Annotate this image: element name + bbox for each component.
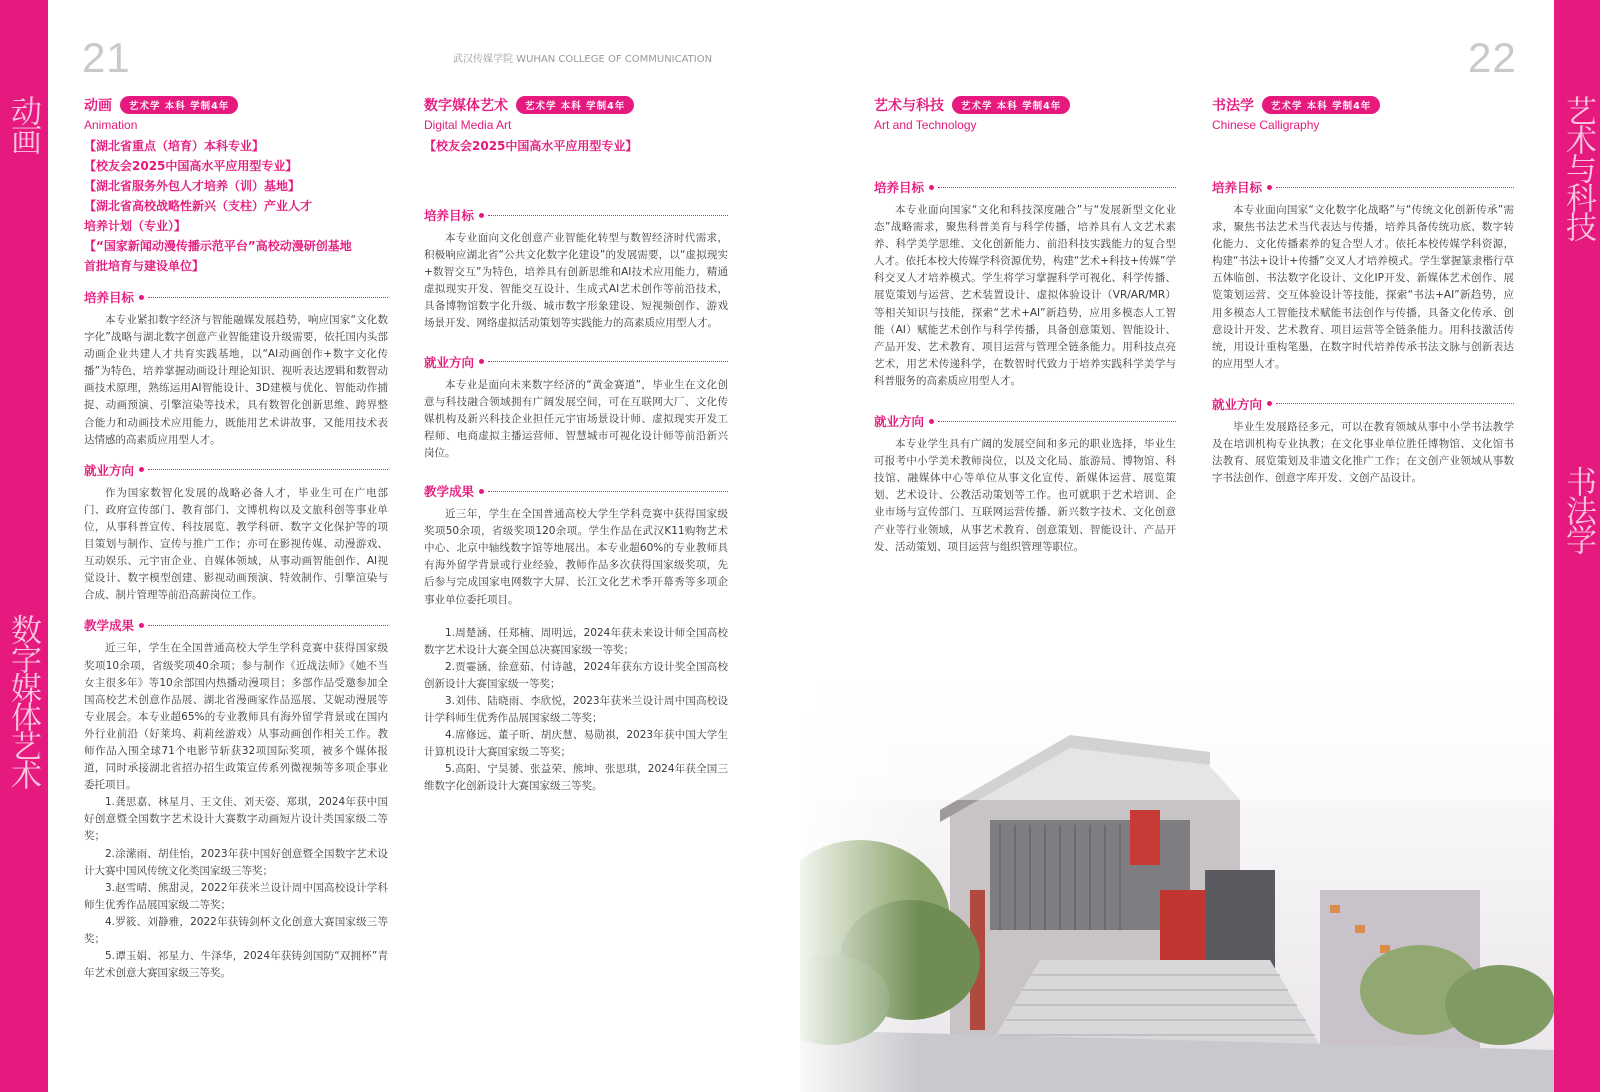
major-english-title: Digital Media Art xyxy=(424,118,512,132)
dotted-divider xyxy=(1276,187,1514,188)
award-item: 5.谭玉娟、祁星力、牛泽华，2024年获铸剑国防“双拥杯”青年艺术创意大赛国家级三等奖。 xyxy=(84,950,388,980)
honor-item: 培养计划（专业）】 xyxy=(84,219,187,233)
award-item: 3.赵雪晴、熊甜灵，2022年获米兰设计周中国高校设计学科师生优秀作品展国家级二等奖； xyxy=(84,881,388,911)
results-paragraph: 近三年，学生在全国普通高校大学生学科竞赛中获得国家级奖项10余项，省级奖项40余项；参与制作《近战法师》《她不当女主很多年》等10余部国内热播动漫项目；多部作品受邀参加全国高校艺术创意作品展、湖北省漫画家作品巡展、艾妮动漫展等专业展会。本专业超65%的专业教师具有海外留学背景或在国内外行业前沿（好莱坞、莉莉丝游戏）从事动画创作相关工作。教师作品入围全球71个电影节斩获32项国际奖项，被多个媒体报道，同时承接湖北省招办招生政策宣传系列微视频等多项企事业委托项目。 xyxy=(84,642,388,792)
award-item: 2.贾霎涵、徐意茹、付诗越，2024年获东方设计奖全国高校创新设计大赛国家级一等奖； xyxy=(424,660,728,690)
honor-item: 【校友会2025中国高水平应用型专业】 xyxy=(424,139,638,153)
bullet-dot-icon xyxy=(139,295,144,300)
dotted-divider xyxy=(148,297,388,298)
award-item: 4.席修远、董子昕、胡庆慧、易勋祺，2023年获中国大学生计算机设计大赛国家级二等奖； xyxy=(424,729,728,759)
bullet-dot-icon xyxy=(479,359,484,364)
dotted-divider xyxy=(938,187,1176,188)
section-heading-job xyxy=(84,461,388,479)
side-label-calligraphy: 书法学 xyxy=(1560,466,1596,553)
goal-paragraph: 本专业面向国家“文化数字化战略”与“传统文化创新传承”需求，聚焦书法艺术当代表达与传播，培养具备传统功底、数字转化能力、文化传播素养的复合型人才。依托本校传媒学科资源，构建“书法+设计+传播”交叉人才培养模式。学生掌握篆隶楷行草五体临创、书法数字化设计、文化IP开发、新媒体艺术创作、展览策划运营、交互体验设计等技能，探索“书法+AI”新趋势，应用多模态人工智能技术赋能书法创作与传播，具备文化传承、创意设计开发、艺术教育、项目运营等全链条能力。用科技激活传统，用设计重构笔墨，在数字时代培养传承书法文脉与创新表达的应用型人才。 xyxy=(1212,204,1514,370)
job-paragraph: 本专业学生具有广阔的发展空间和多元的职业选择，毕业生可报考中小学美术教师岗位，以及文化局、旅游局、博物馆、科技馆、融媒体中心等单位从事文化宣传、新媒体运营、展览策划、艺术设计、公教活动策划等工作。也可就职于艺术培训、企业市场与宣传部门、互联网运营传播、新兴数字技术、文化创意产业等行业领域，从事艺术教育、创意策划、智能设计、产品开发、活动策划、项目运营与组织管理等职位。 xyxy=(874,438,1176,553)
bullet-dot-icon xyxy=(139,623,144,628)
dotted-divider xyxy=(938,421,1176,422)
section-title: 就业方向 xyxy=(1212,396,1263,412)
column-digital-media-art xyxy=(424,95,728,796)
major-badge: 艺术学 本科 学制4年 xyxy=(952,96,1070,114)
award-item: 2.涂潆雨、胡佳怡，2023年获中国好创意暨全国数字艺术设计大赛中国风传统文化类国家级三等奖； xyxy=(84,847,388,877)
honor-item: 【校友会2025中国高水平应用型专业】 xyxy=(84,159,298,173)
bullet-dot-icon xyxy=(929,185,934,190)
honor-item: 【湖北省高校战略性新兴（支柱）产业人才 xyxy=(84,199,313,213)
major-title: 动画 xyxy=(84,98,112,114)
award-item: 1.龚思嘉、林星月、王文佳、刘天姿、郑琪，2024年获中国好创意暨全国数字艺术设计大赛数字动画短片设计类国家级二等奖； xyxy=(84,796,388,843)
dotted-divider xyxy=(488,215,728,216)
section-title: 培养目标 xyxy=(84,290,135,305)
campus-building-illustration xyxy=(800,660,1554,1092)
major-english-title: Chinese Calligraphy xyxy=(1212,118,1320,132)
honor-list xyxy=(84,136,388,276)
bullet-dot-icon xyxy=(479,213,484,218)
bullet-dot-icon xyxy=(479,489,484,494)
dotted-divider xyxy=(488,491,728,492)
page-number-left: 21 xyxy=(82,34,131,81)
major-badge: 艺术学 本科 学制4年 xyxy=(1262,96,1380,114)
side-label-animation: 动画 xyxy=(5,95,41,153)
major-title: 数字媒体艺术 xyxy=(424,98,508,114)
results-paragraph: 近三年，学生在全国普通高校大学生学科竞赛中获得国家级奖项50余项，省级奖项120余项。学生作品在武汉K11购物艺术中心、北京中轴线数字馆等地展出。本专业超60%的专业教师具有海外留学背景或行业经验，教师作品多次获得国家级奖项，先后参与完成国家电网数字大屏、长江文化艺术季开幕秀等多项企事业单位委托项目。 xyxy=(424,508,728,606)
section-title: 教学成果 xyxy=(84,618,135,634)
honor-list xyxy=(424,136,728,156)
award-item: 3.刘伟、陆晓雨、李欣悦，2023年获米兰设计周中国高校设计学科师生优秀作品展国家级二等奖； xyxy=(424,694,728,725)
campus-building-photo xyxy=(800,660,1554,1092)
column-calligraphy xyxy=(1212,95,1514,487)
page-header: 武汉传媒学院 WUHAN COLLEGE OF COMMUNICATION xyxy=(453,54,713,65)
honor-item: 【湖北省服务外包人才培养（训）基地】 xyxy=(84,179,301,193)
award-item: 4.罗筱、刘静雅，2022年获铸剑杯文化创意大赛国家级三等奖； xyxy=(84,915,388,945)
page-number-right: 22 xyxy=(1468,34,1517,81)
job-paragraph: 本专业是面向未来数字经济的“黄金赛道”，毕业生在文化创意与科技融合领域拥有广阔发展空间，可在互联网大厂、文化传媒机构及新兴科技企业担任元宇宙场景设计师、虚拟现实开发工程师、电商虚拟主播运营师、智慧城市可视化设计师等前沿新兴岗位。 xyxy=(424,378,728,459)
award-item: 1.周楚涵、任郑楠、周明远，2024年获未来设计师全国高校数字艺术设计大赛全国总决赛国家级一等奖； xyxy=(424,626,728,656)
section-title: 就业方向 xyxy=(84,462,135,478)
honor-item: 首批培育与建设单位】 xyxy=(84,259,205,273)
section-title: 培养目标 xyxy=(874,180,925,195)
section-heading-goal xyxy=(424,206,728,224)
major-badge: 艺术学 本科 学制4年 xyxy=(120,96,238,114)
honor-item: 【“国家新闻动漫传播示范平台”高校动漫研创基地 xyxy=(84,239,352,253)
goal-paragraph: 本专业面向国家“文化和科技深度融合”与“发展新型文化业态”战略需求，聚焦科普美育与科学传播，培养具有人文艺术素养、科学美学思维、文化创新能力、前沿科技实践能力的复合型人才。依托本校大传媒学科资源优势，构建“艺术+科技+传媒”学科交叉人才培养模式。学生将学习掌握科学可视化、科学传播、展览策划与运营、艺术装置设计、虚拟体验设计（VR/AR/MR）等相关知识与技能，探索“艺术+AI”新趋势，应用多模态人工智能（AI）赋能艺术创作与科学传播，具备创意策划、智能设计、产品开发、艺术教育、项目运营与管理全链条能力。用科技点亮艺术，用艺术传递科学，在数智时代致力于培养实践科学美学与科普服务的高素质应用型人才。 xyxy=(874,204,1176,387)
section-heading-results xyxy=(84,616,388,634)
dotted-divider xyxy=(148,469,388,470)
section-heading-job xyxy=(874,412,1176,430)
bullet-dot-icon xyxy=(929,419,934,424)
section-title: 教学成果 xyxy=(424,484,475,500)
dotted-divider xyxy=(488,361,728,362)
column-animation xyxy=(84,95,388,982)
section-heading-results xyxy=(424,482,728,500)
side-label-art-tech: 艺术与科技 xyxy=(1560,95,1596,240)
section-heading-goal xyxy=(1212,178,1514,196)
section-title: 培养目标 xyxy=(424,208,475,223)
job-paragraph: 毕业生发展路径多元，可以在教育领域从事中小学书法教学及在培训机构专业执教；在文化事业单位胜任博物馆、文化馆书法教育、展览策划及非遗文化推广工作；在文创产业领域从事数字书法创作、创意字库开发、文创产品设计。 xyxy=(1212,420,1514,485)
major-english-title: Animation xyxy=(84,118,138,132)
major-badge: 艺术学 本科 学制4年 xyxy=(516,96,634,114)
column-art-technology xyxy=(874,95,1176,556)
section-heading-goal xyxy=(874,178,1176,196)
section-heading-job xyxy=(1212,395,1514,413)
section-heading-goal xyxy=(84,288,388,306)
section-heading-job xyxy=(424,353,728,371)
dotted-divider xyxy=(1276,403,1514,404)
bullet-dot-icon xyxy=(139,467,144,472)
job-paragraph: 作为国家数智化发展的战略必备人才，毕业生可在广电部门、政府宣传部门、教育部门、文博机构以及文旅科创等事业单位，从事科普宣传、科技展览、教学科研、数字文化保护等的项目策划与制作、宣传与推广工作；亦可在影视传媒、动漫游戏、互动娱乐、元宇宙企业、自媒体领域，从事动画智能创作、AI视觉设计、数字模型创建、影视动画预演、特效制作、引擎渲染与合成、制片管理等前沿高薪岗位工作。 xyxy=(84,486,388,602)
major-title: 艺术与科技 xyxy=(874,98,944,114)
goal-paragraph: 本专业面向文化创意产业智能化转型与数智经济时代需求，积极响应湖北省“公共文化数字化建设”的发展需要，以“虚拟现实+数智交互”为特色，培养具有创新思维和AI技术应用能力，精通虚拟现实开发、智能交互设计、生成式AI艺术创作等前沿技术，具备博物馆数字化升级、城市数字形象建设、短视频创作、游戏场景开发、网络虚拟活动策划等实践能力的高素质应用型人才。 xyxy=(424,232,728,330)
bullet-dot-icon xyxy=(1267,401,1272,406)
major-english-title: Art and Technology xyxy=(874,118,977,132)
side-label-digital-media: 数字媒体艺术 xyxy=(5,614,41,788)
award-item: 5.高阳、宁昊赟、张益荣、熊坤、张思琪，2024年获全国三维数字化创新设计大赛国家级三等奖。 xyxy=(424,763,728,793)
section-title: 就业方向 xyxy=(874,414,925,430)
section-title: 培养目标 xyxy=(1212,180,1263,195)
left-magenta-bar xyxy=(0,0,48,1092)
honor-item: 【湖北省重点（培育）本科专业】 xyxy=(84,139,265,153)
bullet-dot-icon xyxy=(1267,185,1272,190)
goal-paragraph: 本专业紧扣数字经济与智能融媒发展趋势，响应国家“文化数字化”战略与湖北数字创意产业智能建设升级需要，依托国内头部动画企业共建人才共育实践基地，以“AI动画创作+数字文化传播”为特色，培养掌握动画设计理论知识、视听表达逻辑和数智动画技术原理，熟练运用AI智能设计、3D建模与优化、智能动作捕捉、动画预演、引擎渲染等技术，具有数智化创新思维、跨界整合能力和动画技术应用能力，既能用艺术讲故事，又能用技术表达情感的高素质应用型人才。 xyxy=(84,314,388,446)
major-title: 书法学 xyxy=(1212,98,1254,114)
section-title: 就业方向 xyxy=(424,354,475,370)
dotted-divider xyxy=(148,625,388,626)
